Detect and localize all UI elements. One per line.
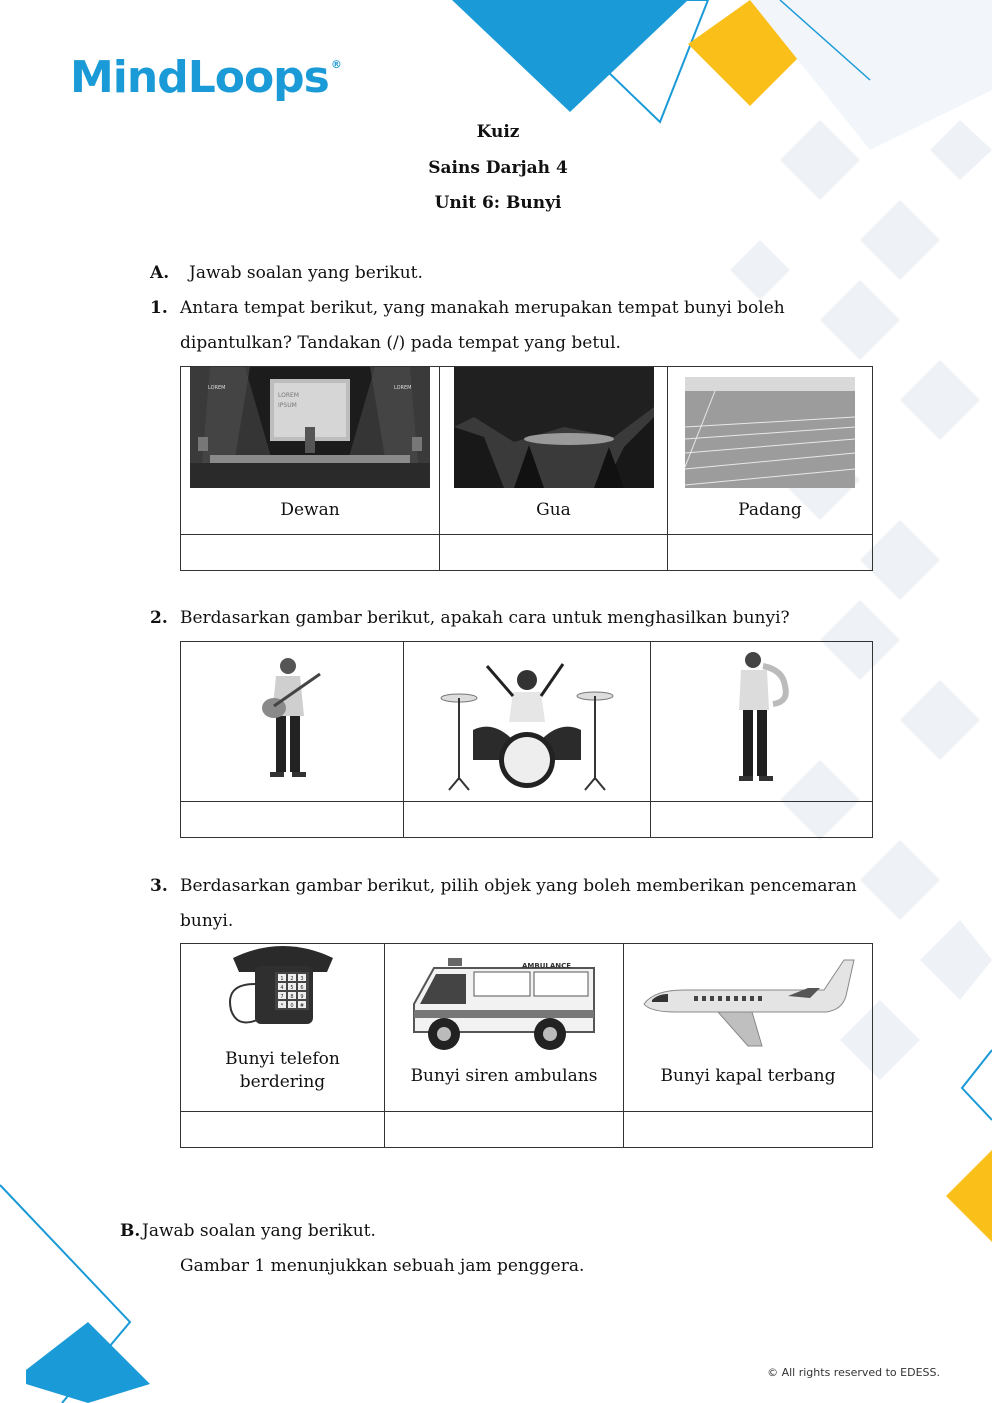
q2-text: Berdasarkan gambar berikut, apakah cara untuk menghasilkan bunyi?: [180, 608, 790, 628]
q3-answer-ambulance[interactable]: [385, 1112, 624, 1148]
phone-key-2: 2: [289, 976, 294, 982]
hall-stage-image: [190, 367, 430, 488]
q2-number: 2.: [150, 608, 168, 628]
section-a-instruction: Jawab soalan yang berikut.: [189, 263, 423, 283]
phone-key-hash: #: [299, 1003, 304, 1009]
q1-label-gua: Gua: [536, 500, 571, 520]
unit-title: Unit 6: Bunyi: [434, 193, 562, 213]
phone-key-3: 3: [299, 976, 304, 982]
section-b-instruction: Jawab soalan yang berikut.: [142, 1221, 376, 1241]
logo-text: MindLoops: [70, 52, 329, 103]
q3-answer-airplane[interactable]: [624, 1112, 873, 1148]
q2-cell-guitar: [181, 642, 404, 802]
q2-answer-drums[interactable]: [404, 802, 651, 838]
cave-image: [454, 367, 654, 488]
q3-answer-telephone[interactable]: [181, 1112, 385, 1148]
q2-answer-saxophone[interactable]: [651, 802, 873, 838]
q3-label-airplane: Bunyi kapal terbang: [660, 1066, 836, 1086]
q1-answer-padang[interactable]: [668, 535, 873, 571]
q1-label-padang: Padang: [738, 500, 802, 520]
q1-answer-dewan[interactable]: [181, 535, 440, 571]
q1-answer-gua[interactable]: [440, 535, 668, 571]
q3-cell-telephone: [181, 944, 385, 1112]
q3-number: 3.: [150, 876, 168, 896]
phone-key-7: 7: [279, 994, 284, 1000]
ambulance-text: AMBULANCE: [522, 962, 572, 970]
section-b-letter: B.: [120, 1221, 141, 1241]
phone-key-6: 6: [299, 985, 304, 991]
section-a-letter: A.: [150, 263, 170, 283]
q2-answer-guitar[interactable]: [181, 802, 404, 838]
q1-number: 1.: [150, 298, 168, 318]
phone-key-star: *: [280, 1003, 283, 1009]
phone-key-8: 8: [289, 994, 294, 1000]
q1-text-line2: dipantulkan? Tandakan (/) pada tempat yang betul.: [180, 333, 621, 353]
phone-key-9: 9: [299, 994, 304, 1000]
q1-text-line1: Antara tempat berikut, yang manakah merupakan tempat bunyi boleh: [180, 298, 785, 318]
phone-key-1: 1: [279, 976, 284, 982]
stage-right-text: LOREM: [394, 385, 412, 391]
q1-cell-dewan: [181, 367, 440, 535]
stage-left-text: LOREM: [208, 385, 226, 391]
q3-label-ambulance: Bunyi siren ambulans: [410, 1066, 598, 1086]
q1-table: [180, 366, 873, 571]
airplane-image: [638, 956, 858, 1052]
q2-cell-drums: [404, 642, 651, 802]
registered-mark: ®: [330, 58, 341, 71]
quiz-title: Kuiz: [476, 122, 520, 142]
q3-label-telephone-1: Bunyi telefon: [225, 1049, 340, 1069]
q3-label-telephone-2: berdering: [239, 1072, 326, 1092]
phone-key-5: 5: [289, 985, 294, 991]
q1-label-dewan: Dewan: [280, 500, 340, 520]
phone-key-4: 4: [279, 985, 284, 991]
phone-key-0: 0: [289, 1003, 294, 1009]
q3-cell-ambulance: [385, 944, 624, 1112]
subject-title: Sains Darjah 4: [428, 158, 568, 178]
q3-table: [180, 943, 873, 1148]
copyright-notice: © All rights reserved to EDESS.: [767, 1366, 940, 1379]
q2-table: [180, 641, 873, 838]
drummer-image: [439, 660, 615, 794]
guitar-player-image: [252, 656, 332, 782]
q1-cell-gua: [440, 367, 668, 535]
telephone-image: [213, 944, 353, 1030]
mindloops-logo: [70, 52, 341, 103]
field-image: [685, 377, 855, 488]
screen-text-1: LOREM: [278, 392, 299, 399]
ambulance-image: [404, 954, 604, 1052]
section-b-text: Gambar 1 menunjukkan sebuah jam penggera.: [180, 1256, 585, 1276]
q3-cell-airplane: [624, 944, 873, 1112]
screen-text-2: IPSUM: [278, 402, 297, 409]
saxophone-player-image: [727, 650, 797, 784]
q3-text-line2: bunyi.: [180, 911, 234, 931]
q2-cell-saxophone: [651, 642, 873, 802]
q3-text-line1: Berdasarkan gambar berikut, pilih objek yang boleh memberikan pencemaran: [180, 876, 857, 896]
q1-cell-padang: [668, 367, 873, 535]
